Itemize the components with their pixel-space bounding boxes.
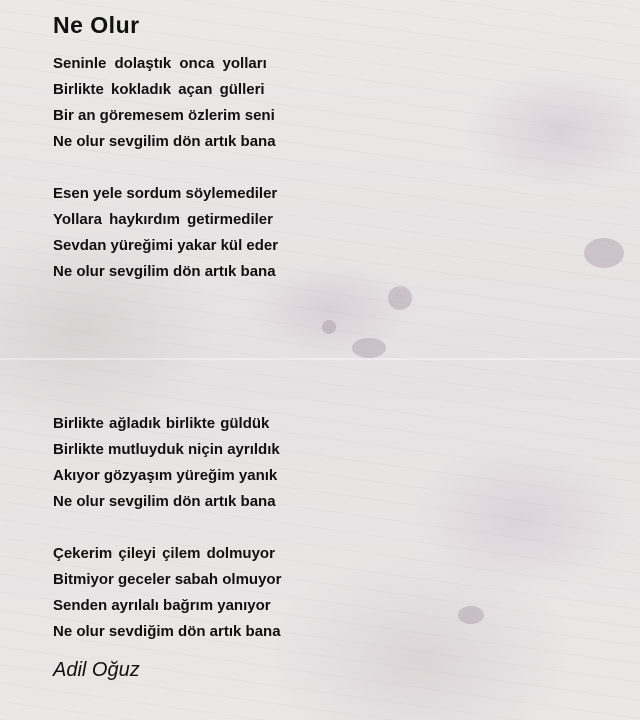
poem-line: Ne olur sevgilim dön artık bana	[53, 133, 276, 150]
poem-line: Seninle dolaştık onca yolları	[53, 55, 267, 72]
poem-line: Birlikte kokladık açan gülleri	[53, 81, 265, 98]
poem-author: Adil Oğuz	[53, 659, 140, 681]
poem-line: Sevdan yüreğimi yakar kül eder	[53, 237, 279, 254]
poem-line: Ne olur sevgilim dön artık bana	[53, 263, 276, 280]
poem-line: Ne olur sevgilim dön artık bana	[53, 493, 276, 510]
poem-line: Senden ayrılalı bağrım yanıyor	[53, 597, 271, 614]
stanza-4	[53, 541, 613, 645]
poem-line: Birlikte ağladık birlikte güldük	[53, 415, 270, 432]
poem-line: Bitmiyor geceler sabah olmuyor	[53, 571, 282, 588]
ink-blot	[352, 338, 386, 358]
poem-line: Bir an göremesem özlerim seni	[53, 107, 275, 124]
ink-blot	[322, 320, 336, 334]
poem-line: Ne olur sevdiğim dön artık bana	[53, 623, 281, 640]
background-seam	[0, 358, 640, 360]
poem-title: Ne Olur	[53, 12, 140, 38]
stanza-2	[53, 181, 613, 285]
poem-line: Birlikte mutluyduk niçin ayrıldık	[53, 441, 280, 458]
poem-line: Esen yele sordum söylemediler	[53, 185, 278, 202]
stanza-1	[53, 51, 613, 155]
poem-line: Yollara haykırdım getirmediler	[53, 211, 273, 228]
ink-blot	[388, 286, 412, 310]
poem-line: Akıyor gözyaşım yüreğim yanık	[53, 467, 278, 484]
poem-line: Çekerim çileyi çilem dolmuyor	[53, 545, 275, 562]
stanza-3	[53, 411, 613, 515]
